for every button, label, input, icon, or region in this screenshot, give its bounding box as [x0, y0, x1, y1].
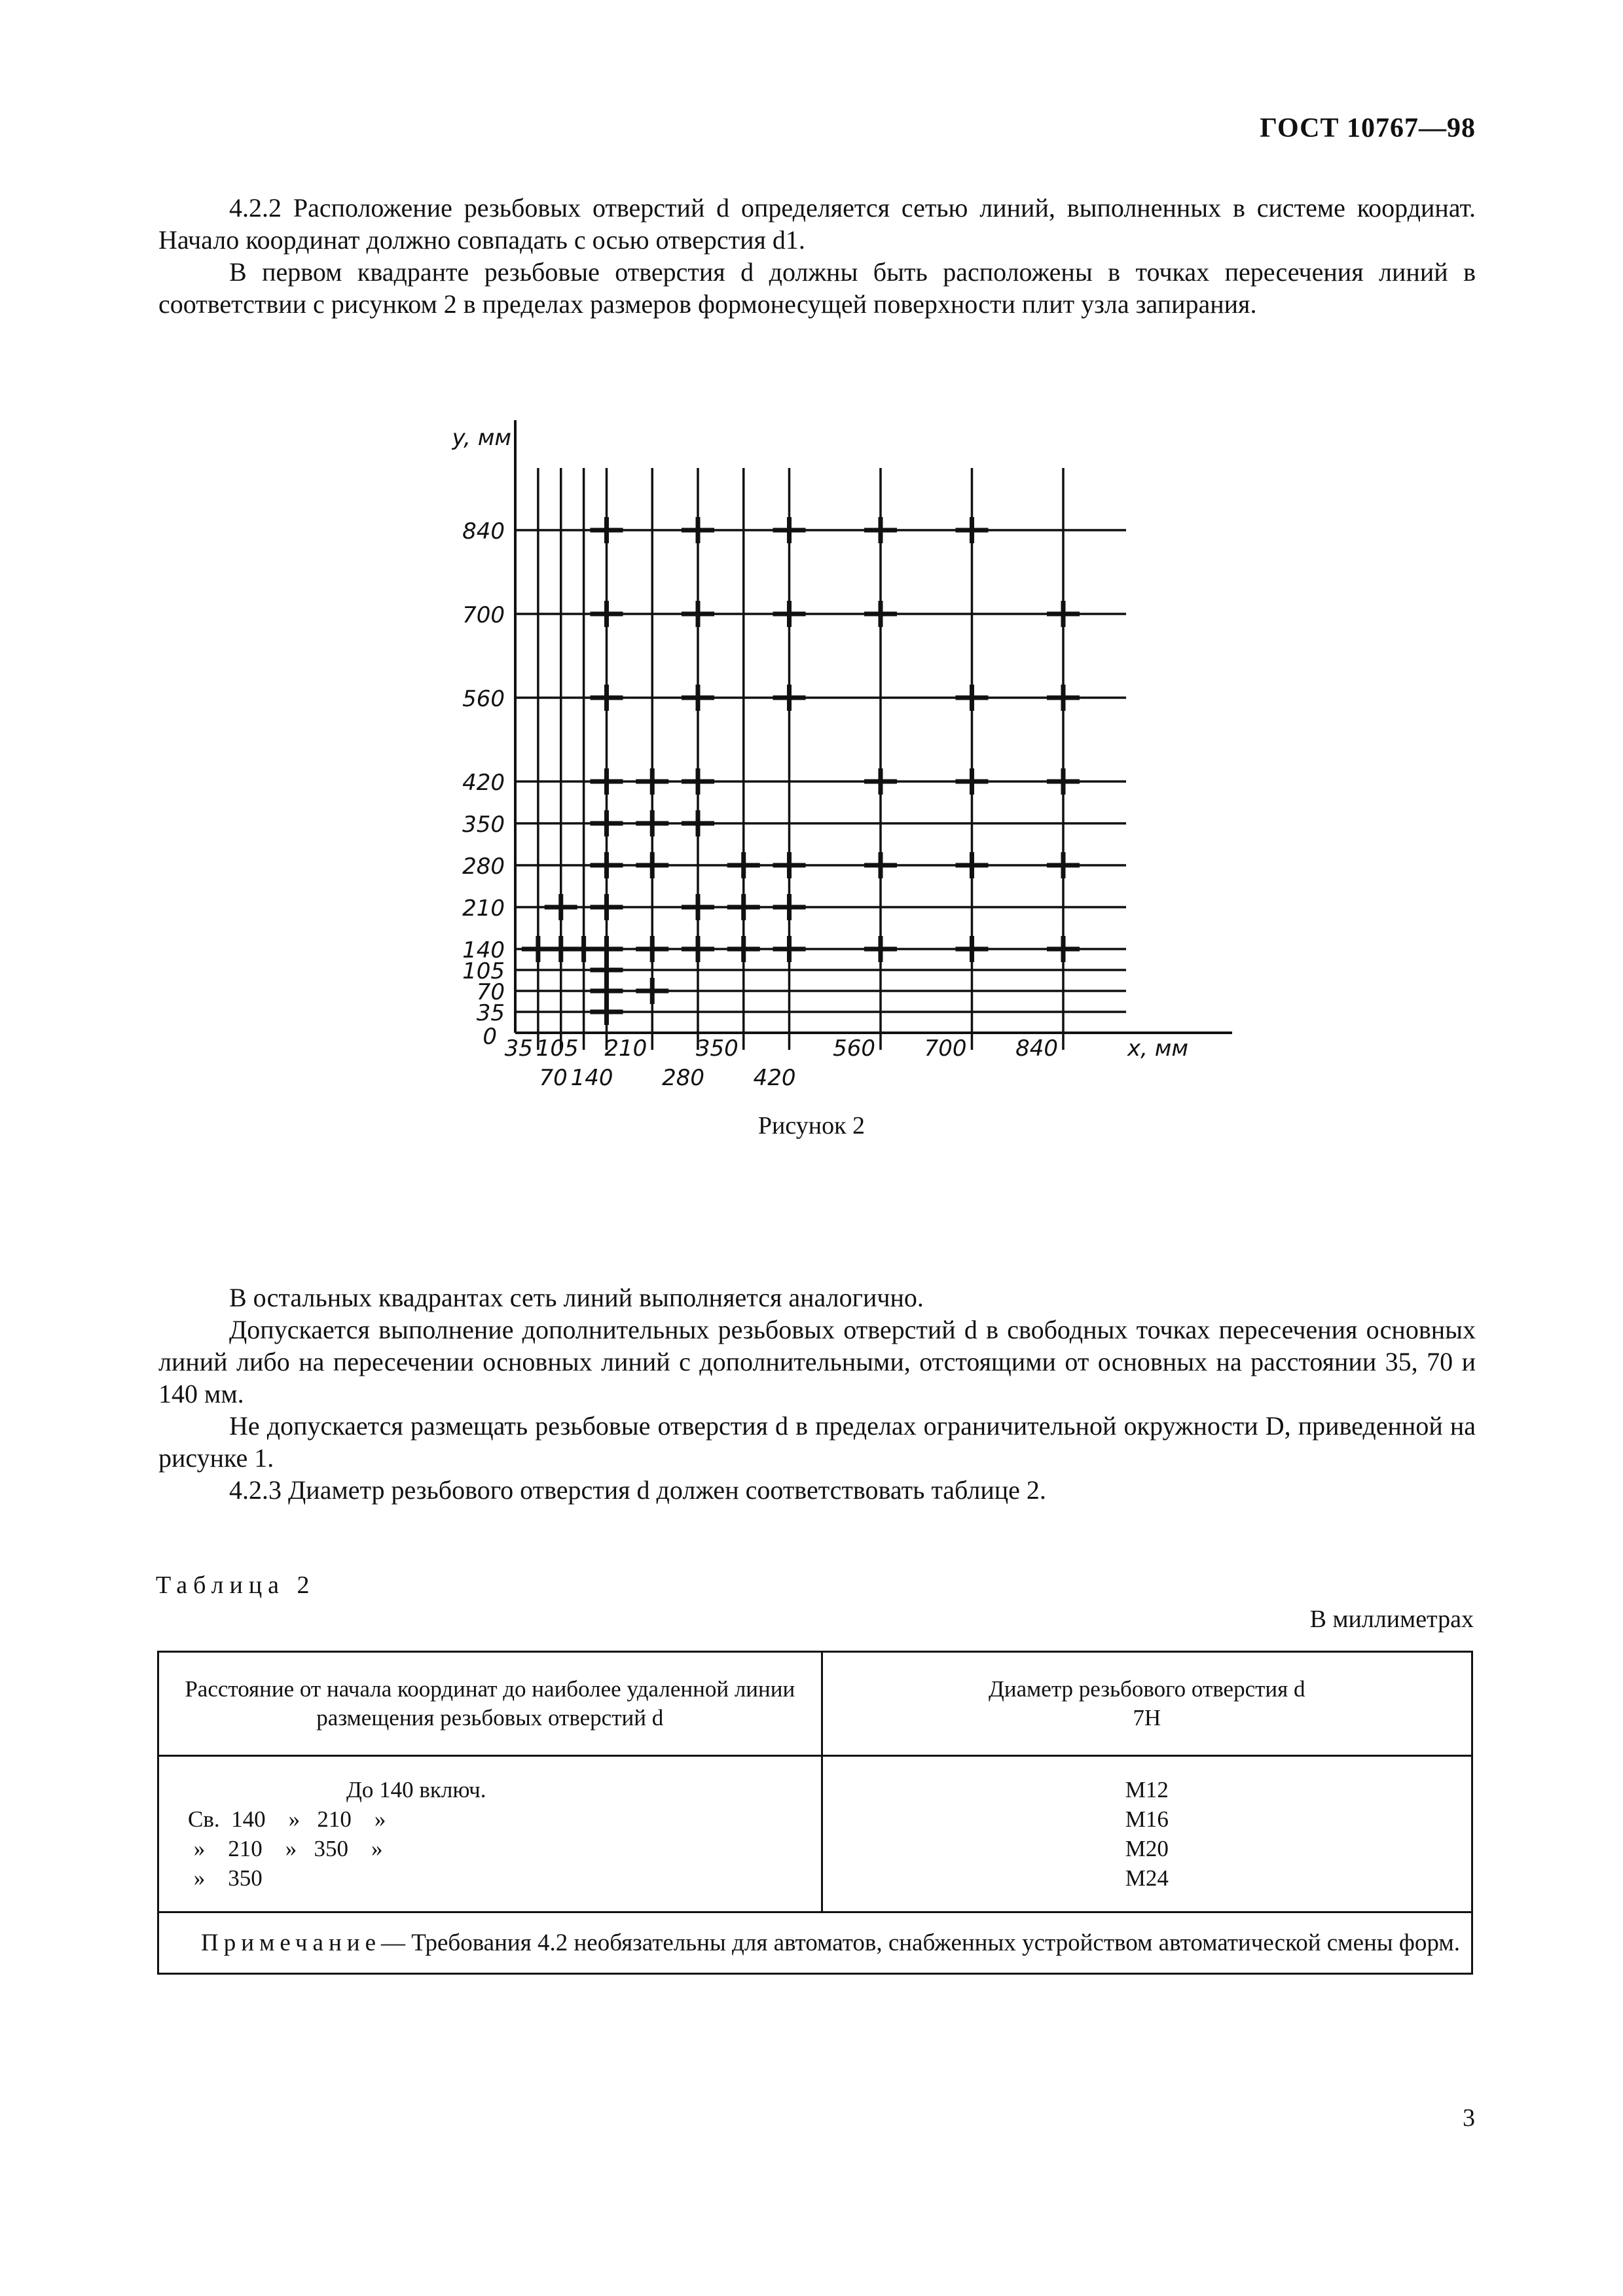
table-row-diameter: М16 [1125, 1806, 1169, 1832]
y-tick-label: 210 [462, 895, 505, 922]
x-tick-label: 70 [539, 1065, 568, 1091]
table-row-distance: До 140 включ. [346, 1777, 486, 1803]
paragraph-4-2-3: 4.2.3 Диаметр резьбового отверстия d должен соответствовать таблице 2. [229, 1475, 1046, 1505]
paragraph-first-quadrant: В первом квадранте резьбовые отверстия d должны быть расположены в точках пересечения линий в соответствии с рисунком 2 в пределах размеров формонесущей поверхности плит узла запирания. [158, 257, 1476, 319]
table-header-row [158, 1652, 1472, 1756]
page-number: 3 [1463, 2104, 1475, 2132]
y-tick-label: 420 [462, 769, 505, 796]
y-axis-label: y, мм [452, 425, 511, 451]
y-tick-label: 280 [462, 853, 505, 880]
x-axis-label: x, мм [1127, 1035, 1189, 1062]
table-header-diameter [822, 1652, 1472, 1756]
table-note-label: Примечание [201, 1929, 381, 1956]
y-tick-label: 105 [462, 958, 505, 984]
y-tick-label: 840 [462, 518, 505, 545]
table-note-text: — Требования 4.2 необязательны для автоматов, снабженных устройством автоматической смены форм. [381, 1929, 1460, 1956]
y-tick-label: 560 [462, 685, 505, 712]
x-tick-label: 560 [833, 1035, 875, 1062]
paragraph-restriction-circle: Не допускается размещать резьбовые отверстия d в пределах ограничительной окружности D, приведенной на рисунке 1. [158, 1411, 1476, 1473]
table-cell-diameters [822, 1756, 1472, 1912]
table-row-diameter: М24 [1125, 1865, 1169, 1891]
figure-caption: Рисунок 2 [757, 1112, 866, 1139]
table-row-diameter: М20 [1125, 1836, 1169, 1861]
x-tick-label: 140 [570, 1065, 613, 1091]
table-caption: Таблица 2 [156, 1571, 316, 1599]
y-tick-label: 70 [476, 978, 505, 1005]
paragraph-4-2-2: 4.2.2 Расположение резьбовых отверстий d определяется сетью линий, выполненных в системе координат. Начало координат должно совпадать с осью отверстия d1. [158, 193, 1476, 255]
y-tick-label: 35 [476, 999, 505, 1026]
x-tick-label: 105 [536, 1035, 579, 1062]
y-tick-label: 700 [462, 601, 505, 628]
x-tick-label: 350 [695, 1035, 739, 1062]
x-tick-label: 840 [1015, 1035, 1058, 1062]
origin-label: 0 [483, 1024, 497, 1050]
table-body-row [158, 1756, 1472, 1912]
table-header-distance: Расстояние от начала координат до наиболее удаленной линии размещения резьбовых отверстий d [158, 1652, 822, 1756]
table-row-distance: » 350 [188, 1865, 263, 1891]
y-tick-label: 350 [462, 811, 505, 838]
table-cell-distances [158, 1756, 822, 1912]
x-tick-label: 210 [604, 1035, 647, 1062]
paragraph-additional-holes: Допускается выполнение дополнительных резьбовых отверстий d в свободных точках пересечения основных линий либо на пересечении основных линий с дополнительными, отстоящими от основных на расстоянии 35, 70 и 140 мм. [158, 1315, 1476, 1408]
table-2 [157, 1651, 1473, 1975]
table-header-diameter-line2: 7Н [1133, 1705, 1161, 1731]
figure-2 [0, 393, 1623, 1116]
x-tick-label: 420 [753, 1065, 796, 1091]
x-tick-label: 280 [662, 1065, 704, 1091]
x-tick-label: 700 [924, 1035, 967, 1062]
coordinate-grid-diagram [0, 393, 1623, 1113]
y-tick-label: 140 [462, 937, 505, 963]
paragraph-other-quadrants: В остальных квадрантах сеть линий выполняется аналогично. [229, 1283, 924, 1312]
document-code: ГОСТ 10767—98 [1260, 113, 1476, 143]
x-tick-label: 35 [504, 1035, 533, 1062]
table-note [158, 1912, 1472, 1974]
table-unit-note: В миллиметрах [1309, 1605, 1474, 1633]
table-note-row [158, 1912, 1472, 1974]
table-header-diameter-line1: Диаметр резьбового отверстия d [989, 1676, 1305, 1702]
table-row-distance: » 210 » 350 » [188, 1836, 383, 1861]
table-row-distance: Св. 140 » 210 » [188, 1806, 386, 1832]
table-row-diameter: М12 [1125, 1777, 1169, 1803]
